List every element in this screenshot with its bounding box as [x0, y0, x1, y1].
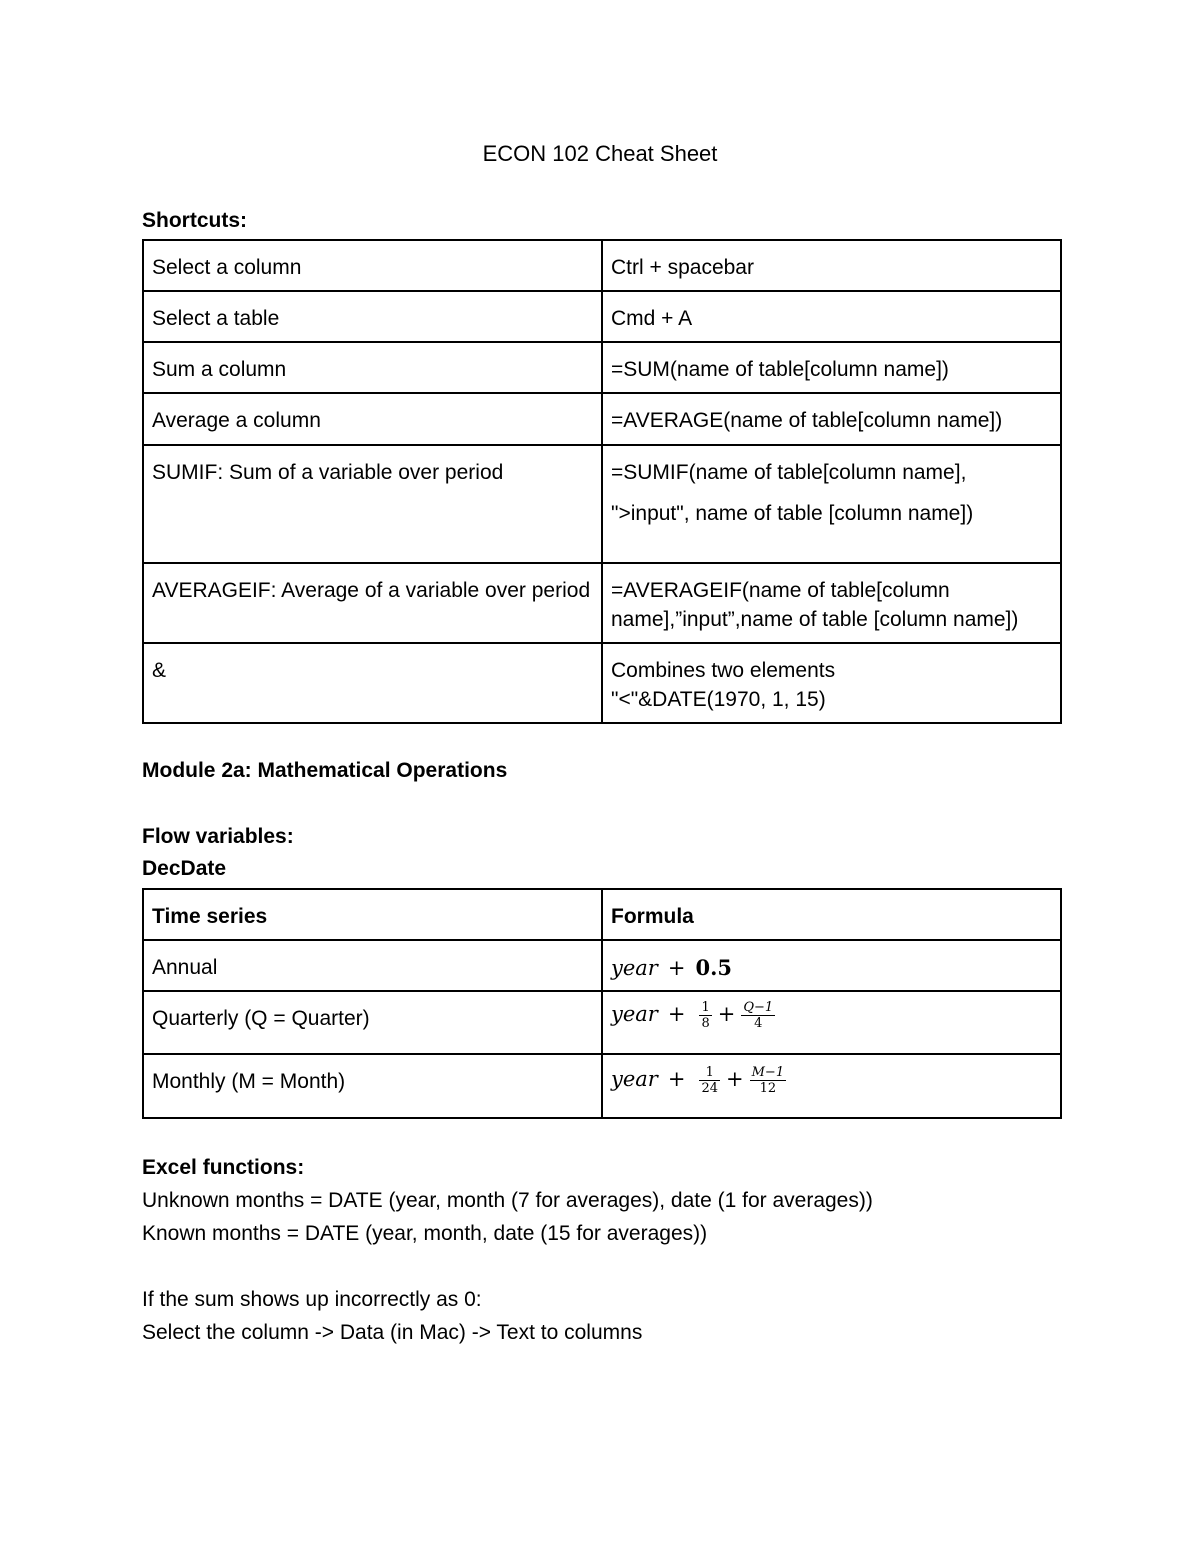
- column-header: Time series: [143, 889, 602, 940]
- shortcut-value: Ctrl + spacebar: [602, 240, 1061, 291]
- formula-line: ">input", name of table [column name]): [611, 502, 974, 525]
- decdate-heading: DecDate: [142, 857, 227, 880]
- formula-line: "<"&DATE(1970, 1, 15): [611, 688, 826, 711]
- table-row: [143, 563, 1061, 643]
- shortcuts-heading: Shortcuts:: [142, 209, 247, 232]
- formula-cell: [602, 940, 1061, 991]
- formula-math: [611, 956, 732, 980]
- shortcut-action: Sum a column: [143, 342, 602, 393]
- fraction: $\frac{M-1}{12}$: [751, 1065, 785, 1096]
- formula-line: =AVERAGEIF(name of table[column: [611, 579, 950, 602]
- fraction: $\frac{1}{24}$: [701, 1065, 719, 1096]
- math-variable: year: [611, 1067, 658, 1091]
- table-row: [143, 240, 1061, 291]
- time-series-label: Quarterly (Q = Quarter): [143, 991, 602, 1054]
- time-series-label: Monthly (M = Month): [143, 1054, 602, 1118]
- table-row: [143, 445, 1061, 563]
- module-heading: Module 2a: Mathematical Operations: [142, 759, 508, 782]
- sum-zero-fix: Select the column -> Data (in Mac) -> Text to columns: [142, 1321, 643, 1344]
- excel-function-line: Known months = DATE (year, month, date (15 for averages)): [142, 1222, 708, 1245]
- formula-cell: [602, 1054, 1061, 1118]
- column-header: Formula: [602, 889, 1061, 940]
- math-operator: +: [667, 956, 686, 980]
- table-row: [143, 393, 1061, 445]
- formula-line: name],”input”,name of table [column name]): [611, 608, 1019, 631]
- formula-cell: [602, 991, 1061, 1054]
- fraction: $\frac{Q-1}{4}$: [743, 1000, 774, 1031]
- shortcut-value: [602, 445, 1061, 563]
- shortcut-action: &: [143, 643, 602, 723]
- table-header-row: [143, 889, 1061, 940]
- time-series-label: Annual: [143, 940, 602, 991]
- math-variable: year: [611, 956, 658, 980]
- flow-variables-heading: Flow variables:: [142, 825, 294, 848]
- sum-zero-note: If the sum shows up incorrectly as 0:: [142, 1288, 482, 1311]
- shortcut-action: Average a column: [143, 393, 602, 445]
- shortcuts-table: [142, 239, 1062, 724]
- table-row: [143, 940, 1061, 991]
- table-row: [143, 1054, 1061, 1118]
- shortcut-value: [602, 563, 1061, 643]
- math-operator: +: [667, 1067, 686, 1091]
- formula-math: [611, 1065, 790, 1096]
- table-row: [143, 291, 1061, 342]
- formula-line: =SUMIF(name of table[column name],: [611, 461, 967, 484]
- math-operator: +: [667, 1002, 686, 1026]
- table-row: [143, 991, 1061, 1054]
- excel-function-line: Unknown months = DATE (year, month (7 for averages), date (1 for averages)): [142, 1189, 873, 1212]
- math-constant: 0.5: [695, 955, 733, 980]
- math-operator: +: [726, 1067, 744, 1091]
- math-operator: +: [717, 1002, 736, 1026]
- shortcut-action: SUMIF: Sum of a variable over period: [143, 445, 602, 563]
- description-line: Combines two elements: [611, 659, 836, 682]
- fraction: $\frac{1}{8}$: [701, 1000, 710, 1031]
- excel-functions-heading: Excel functions:: [142, 1156, 305, 1179]
- math-variable: year: [611, 1002, 658, 1026]
- shortcut-value: [602, 643, 1061, 723]
- shortcut-action: AVERAGEIF: Average of a variable over period: [143, 563, 602, 643]
- page-title: ECON 102 Cheat Sheet: [482, 141, 718, 166]
- shortcut-value: =SUM(name of table[column name]): [602, 342, 1061, 393]
- table-row: [143, 342, 1061, 393]
- shortcut-action: Select a column: [143, 240, 602, 291]
- shortcut-action: Select a table: [143, 291, 602, 342]
- formula-math: [611, 1000, 779, 1031]
- shortcut-value: =AVERAGE(name of table[column name]): [602, 393, 1061, 445]
- table-row: [143, 643, 1061, 723]
- decdate-table: [142, 888, 1062, 1119]
- shortcut-value: Cmd + A: [602, 291, 1061, 342]
